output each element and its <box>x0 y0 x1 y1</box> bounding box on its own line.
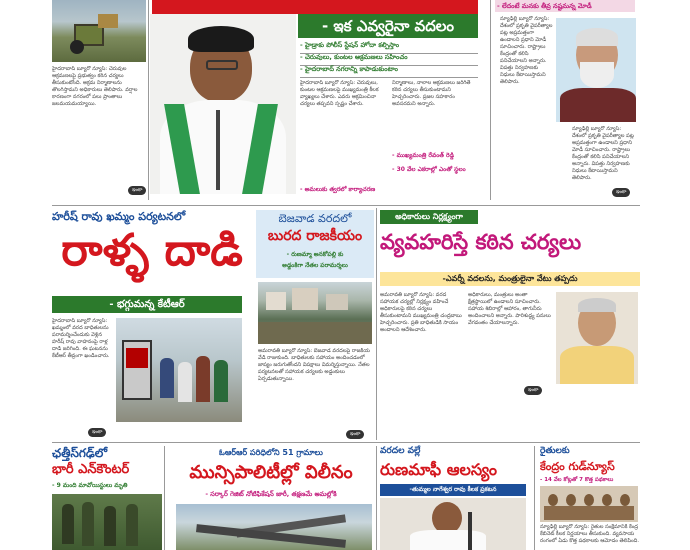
modi-story-2: న్యూఢిల్లీ బ్యూరో న్యూస్: దేశంలో ప్రకృతి వైపరీత్యాల పట్ల అప్రమత్తంగా ఉండాలని ప్రధాని మోడీ సూచించారు. రాష్ట్రాలు కేంద్రంతో కలిసి పనిచేయాలని అన్నారు. విపత్తు నిర్వహణకు నిధులు కేటాయిస్తామని తెలిపారు. <box>572 126 634 181</box>
bezawada-sub-2: అడ్డంకిగా నేతల పరామర్శలు <box>282 262 348 269</box>
encounter-photo <box>52 494 162 550</box>
bezawada-story: అమరావతి బ్యూరో న్యూస్: బెజవాడ వరదలపై రాజకీయ వేడి రాజుకుంది. బాధితులకు సహాయం అందించడంలో జాప్యం జరుగుతోందని విపక్షాలు విమర్శిస్తున్నాయి. నేతల పర్యటనలతో సహాయక చర్యలకు అడ్డంకులు ఏర్పడుతున్నాయి. <box>258 348 370 382</box>
top-sub-2: - చెరువులు, కుంటల ఆక్రమణలు సహించం <box>300 53 478 66</box>
loan-headline: రుణమాఫీ ఆలస్యం <box>380 460 498 479</box>
left-more-button[interactable]: ఇంకా <box>128 186 146 195</box>
vrule-3 <box>376 208 377 440</box>
vrule-6 <box>534 446 535 550</box>
farmers-kicker: రైతులకు <box>540 446 570 456</box>
mid-bullet-1: - ముఖ్యమంత్రి రేవంత్ రెడ్డి <box>392 152 455 159</box>
modi-more-button[interactable]: ఇంకా <box>612 188 630 197</box>
top-sub-1: - హైడ్రాకు పోలీస్ స్టేషన్ హోదా కల్పిస్తాం <box>300 41 478 54</box>
vrule-1 <box>148 0 149 200</box>
modi-story: న్యూఢిల్లీ బ్యూరో న్యూస్: దేశంలో ప్రకృతి వైపరీత్యాల పట్ల అప్రమత్తంగా ఉండాలని ప్రధాని మోడీ సూచించారు. రాష్ట్రాలు కేంద్రంతో కలిసి పనిచేయాలని అన్నారు. విపత్తు నిర్వహణకు నిధులు కేటాయిస్తామని తెలిపారు. <box>500 16 553 85</box>
orr-sub: - సర్కార్ గెజిట్ నోటిఫికేషన్ జారీ, తక్షణమే అమల్లోకి <box>205 490 337 498</box>
officials-story-2: అధికారులు, మంత్రులు అంతా క్షేత్రస్థాయిలో ఉండాలని సూచించారు. సహాయ శిబిరాల్లో ఆహారం, తాగునీరు అందించాలని అన్నారు. పారిశుద్ధ్య పనులు వేగవంతం చేయాలన్నారు. <box>468 292 551 326</box>
officials-sub: -ఎవర్నీ వదలను, మంత్రులైనా వేటు తప్పదు <box>442 274 578 283</box>
bezawada-flood-photo <box>258 282 372 344</box>
top-headline-cut <box>152 0 478 14</box>
harish-story: హైదరాబాద్ బ్యూరో న్యూస్: ఖమ్మంలో వరద బాధితులను పరామర్శించేందుకు వెళ్లిన హరీష్ రావు వాహనంపై రాళ్ల దాడి జరిగింది. ఈ ఘటనను కేటీఆర్ తీవ్రంగా ఖండించారు. <box>52 318 110 359</box>
revanth-photo <box>150 14 296 194</box>
left-story: హైదరాబాద్ బ్యూరో న్యూస్: చెరువుల ఆక్రమణలపై ప్రభుత్వం కఠిన చర్యలు తీసుకుంటోంది. అక్రమ నిర్మాణాలను తొలగిస్తామని అధికారులు తెలిపారు. వర్షాల కారణంగా నగరంలో పలు ప్రాంతాలు జలమయమయ్యాయి. <box>52 66 138 107</box>
harish-headline: రాళ్ళ దాడి <box>61 225 243 276</box>
vrule-4 <box>164 446 165 550</box>
loan-kicker: వరదల వల్లే <box>380 446 421 456</box>
encounter-kicker: ఛత్తీస్‌గఢ్‌లో <box>52 446 108 460</box>
orr-headline: మున్సిపాలిటీల్లో విలీనం <box>189 462 353 483</box>
tummala-photo <box>380 498 526 550</box>
top-strip-text: - ఇక ఎవ్వరైనా వదలం <box>321 17 455 35</box>
encounter-headline: భారీ ఎన్‌కౌంటర్ <box>52 462 130 477</box>
harish-kicker: హరీష్ రావు ఖమ్మం పర్యటనలో <box>52 210 186 223</box>
modi-banner-text: - లేదంటే మనకు తీవ్ర నష్టమన్న మోడీ <box>497 2 592 10</box>
officials-story-1: అమరావతి బ్యూరో న్యూస్: వరద సహాయక చర్యల్లో నిర్లక్ష్యం వహించే అధికారులపై కఠిన చర్యలు తీసుకుంటామని ముఖ్యమంత్రి చంద్రబాబు హెచ్చరించారు. ప్రతి బాధితుడికి సాయం అందాలని ఆదేశించారు. <box>380 292 462 333</box>
harish-strip-text: - భగ్గుమన్న కేటీఆర్ <box>109 299 185 310</box>
divider-2 <box>52 442 640 443</box>
bezawada-kicker: బెజవాడ వరదలో <box>278 212 352 225</box>
bezawada-sub-1: - రుణమ్మా అనకోపల్లి కు <box>286 251 344 258</box>
officials-more-button[interactable]: ఇంకా <box>524 386 542 395</box>
mid-bullet-3: - అమలుకు త్వరలో కార్యాచరణ <box>300 186 376 193</box>
farmers-sub: - 14 వేల కోట్లతో 7 కొత్త పథకాలు <box>540 477 614 483</box>
cabinet-photo <box>540 486 638 522</box>
farmers-headline: కేంద్రం గుడ్‌న్యూస్ <box>540 460 615 473</box>
officials-kicker: అధికారులు నిర్లక్ష్యంగా <box>395 212 463 221</box>
encounter-sub: - 9 మంది మావోయిస్టులు మృతి <box>52 482 128 489</box>
top-sub-3: - హైదరాబాద్ నగరాన్ని కాపాడుకుంటాం <box>300 65 478 78</box>
modi-photo <box>556 18 636 122</box>
orr-kicker: ఓఆర్ఆర్ పరిధిలోని 51 గ్రామాలు <box>219 448 323 457</box>
mid-story-2: నిర్మాణాలు, నాలాల ఆక్రమణలు జరిగితే కఠిన చర్యలు తీసుకుంటామని హెచ్చరించారు. ప్రజల సహకారం అవసరమని అన్నారు. <box>392 80 471 107</box>
chandrababu-photo <box>556 292 638 384</box>
bezawada-more-button[interactable]: ఇంకా <box>346 430 364 439</box>
tractor-photo <box>52 0 146 62</box>
vrule-2 <box>490 0 491 200</box>
loan-sub: -తుమ్మల నాగేశ్వర రావు కీలక ప్రకటన <box>409 486 497 493</box>
officials-headline: వ్యవహరిస్తే కఠిన చర్యలు <box>380 230 582 254</box>
farmers-story: న్యూఢిల్లీ బ్యూరో న్యూస్: రైతుల సంక్షేమానికి కేంద్ర కేబినెట్ కీలక నిర్ణయాలు తీసుకుంది. వ్యవసాయ రంగంలో ఏడు కొత్త పథకాలకు ఆమోదం తెలిపింది. <box>540 524 639 544</box>
orr-road-photo <box>176 504 372 550</box>
mid-bullet-2: - 30 వేల ఎకరాల్లో ఎంతో స్థలం <box>392 166 466 173</box>
mid-story-1: హైదరాబాద్ బ్యూరో న్యూస్: చెరువులు, కుంటల ఆక్రమణలపై ముఖ్యమంత్రి కీలక వ్యాఖ్యలు చేశారు. ఎవరు ఆక్రమించినా చర్యలు తప్పవని స్పష్టం చేశారు. <box>300 80 379 107</box>
vrule-5 <box>376 446 377 550</box>
bezawada-headline: బురద రాజకీయం <box>267 228 363 244</box>
divider-1 <box>52 205 640 206</box>
harish-more-button[interactable]: ఇంకా <box>88 428 106 437</box>
harish-photo <box>116 318 242 422</box>
